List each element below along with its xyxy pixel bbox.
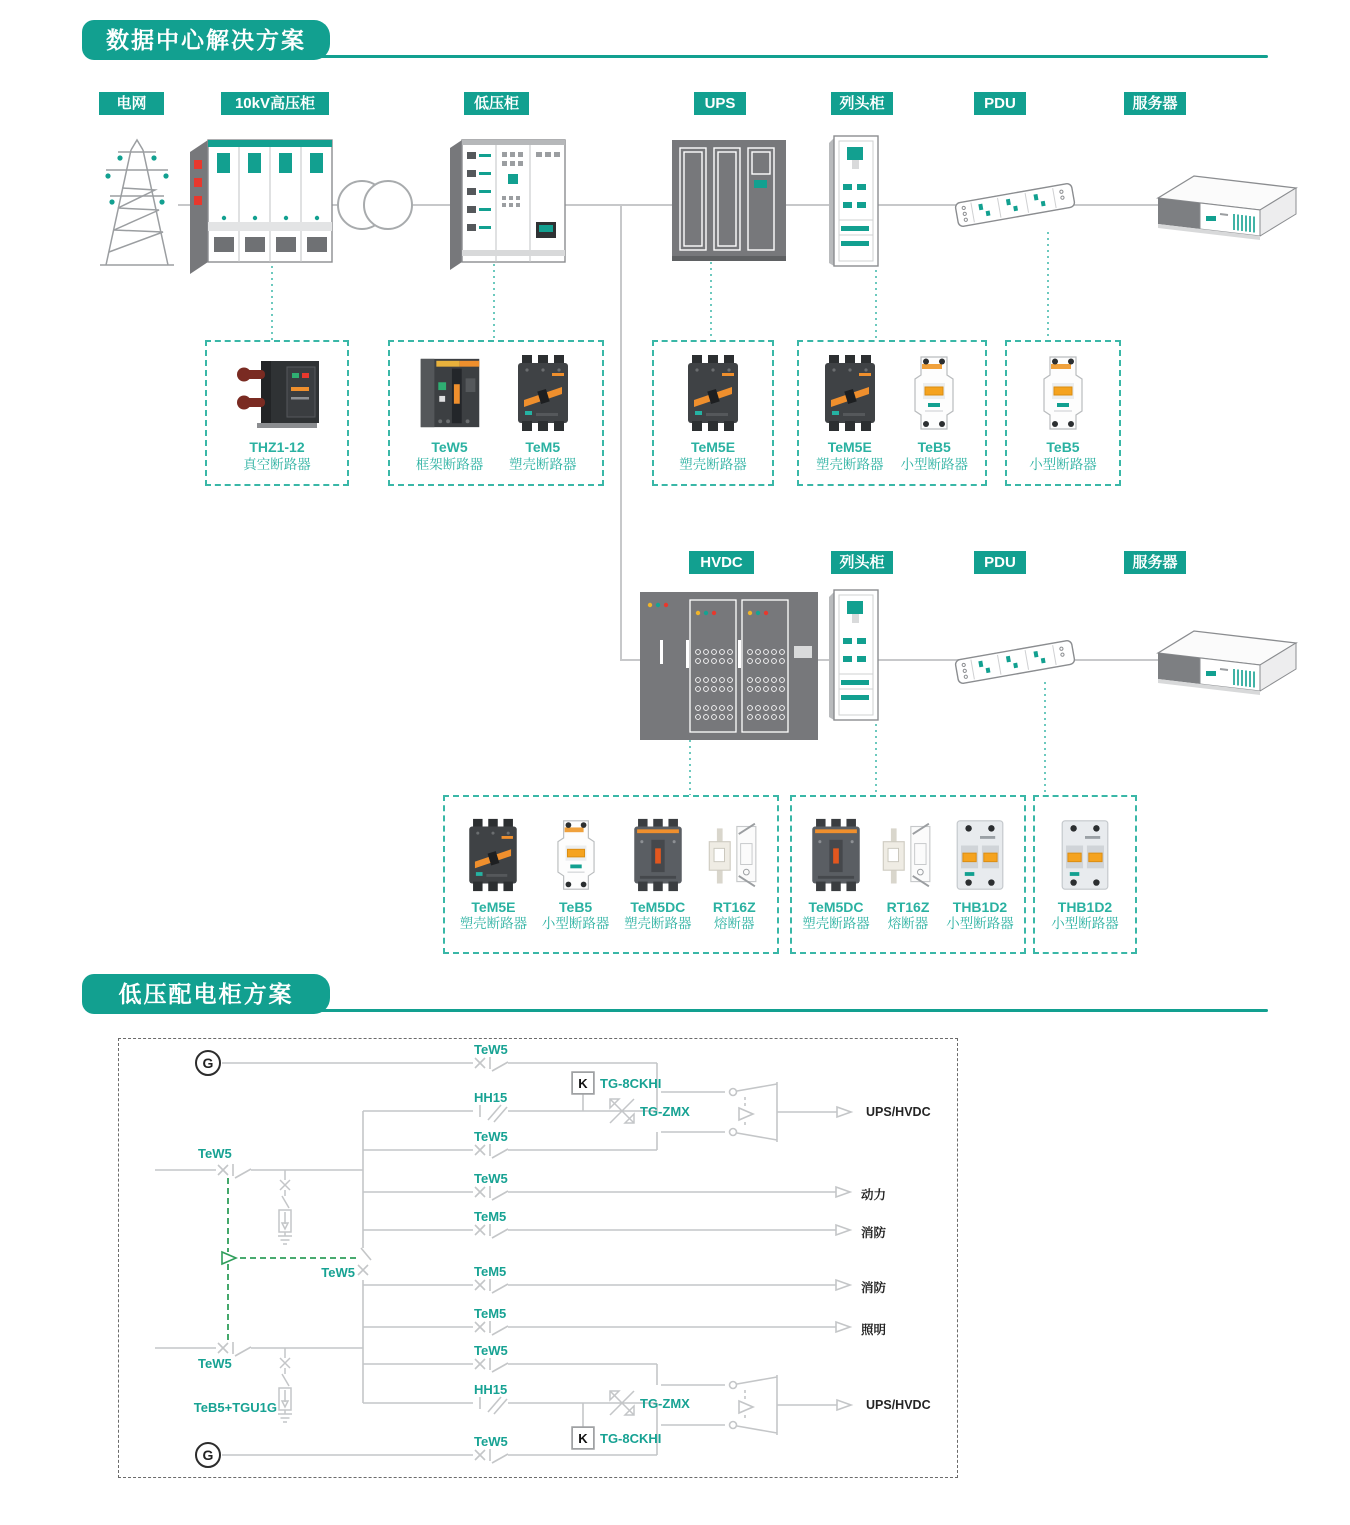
row-head-cabinet-2-illustration [829, 590, 878, 720]
arrow-power [836, 1187, 850, 1197]
transformer-symbol [338, 181, 412, 229]
mcb-image [913, 353, 955, 433]
product-model: TeB5 [559, 898, 593, 915]
product-tem5e [816, 353, 884, 472]
product-tew5 [416, 353, 484, 472]
product-model: TeW5 [431, 439, 468, 456]
product-type: 框架断路器 [415, 456, 484, 472]
chip-pdu-2: PDU [974, 551, 1026, 574]
product-tem5 [509, 353, 577, 472]
product-thb1d2 [1051, 817, 1119, 932]
product-thz1-12 [231, 353, 323, 472]
product-tem5e [460, 817, 528, 932]
product-type: 塑壳断路器 [624, 916, 692, 931]
product-type: 塑壳断路器 [802, 916, 870, 931]
din-breaker-image [1058, 817, 1112, 893]
row-head-cabinet-illustration [829, 136, 878, 266]
product-type: 小型断路器 [946, 916, 1014, 931]
generator-symbol-bottom: G [195, 1442, 221, 1468]
breaker-symbol-busfeed-bottom [475, 1358, 508, 1372]
output-light: 照明 [861, 1323, 887, 1337]
k-contactor-top: K [572, 1072, 594, 1094]
label-bypass-top: HH15 [474, 1090, 508, 1105]
fuse-switch-symbol-bottom [480, 1397, 507, 1414]
label-branch-power: TeW5 [474, 1171, 508, 1186]
product-type: 塑壳断路器 [816, 456, 884, 472]
section2-title-underline [300, 1009, 1268, 1012]
product-model: TeM5 [525, 439, 561, 456]
chip-row-head-2: 列头柜 [831, 551, 893, 574]
product-tem5dc [802, 817, 870, 932]
mcb-image [556, 817, 596, 893]
label-zmx-top: TG-ZMX [640, 1104, 690, 1119]
product-model: THB1D2 [952, 898, 1008, 915]
product-rt16z [880, 817, 936, 932]
product-teb5 [542, 817, 610, 932]
product-teb5 [901, 353, 969, 472]
section2-title: 低压配电柜方案 [82, 974, 330, 1014]
product-type: 塑壳断路器 [679, 456, 747, 472]
output-ups-top: UPS/HVDC [866, 1105, 931, 1119]
label-spd: TeB5+TGU1G [193, 1400, 277, 1415]
product-model: RT16Z [712, 898, 756, 915]
product-box-lv [388, 340, 604, 486]
surge-arrester-branch-1 [278, 1170, 292, 1244]
label-gen-breaker-top: TeW5 [474, 1042, 508, 1057]
product-teb5 [1029, 353, 1097, 472]
hv-switchgear-illustration [190, 140, 332, 274]
fuse-switch-symbol-top [480, 1105, 507, 1122]
chip-lv-cabinet: 低压柜 [464, 92, 529, 115]
arrow-light [836, 1322, 850, 1332]
breaker-symbol-busfeed-top [475, 1144, 508, 1158]
mccb-image [463, 817, 523, 893]
product-model: TeM5DC [630, 898, 686, 915]
pdu-strip-2-illustration [955, 640, 1075, 684]
product-type: 小型断路器 [541, 916, 610, 931]
product-model: TeB5 [1046, 439, 1080, 456]
chip-pdu: PDU [974, 92, 1026, 115]
product-model: TeM5E [827, 439, 872, 456]
product-box-row-head [797, 340, 987, 486]
product-type: 熔断器 [714, 916, 755, 931]
ups-cabinet-illustration [672, 140, 786, 261]
breaker-symbol-light [475, 1321, 508, 1335]
product-thb1d2 [946, 817, 1014, 932]
breaker-symbol-incomer1 [218, 1164, 251, 1178]
chip-row-head: 列头柜 [831, 92, 893, 115]
label-branch-light: TeM5 [474, 1306, 507, 1321]
mccb-image [819, 353, 881, 433]
power-grid-tower-illustration [100, 140, 174, 265]
label-branch-fire1: TeM5 [474, 1209, 507, 1224]
interlock-triangle [222, 1252, 236, 1264]
label-incomer1: TeW5 [198, 1146, 232, 1161]
k-contactor-bottom: K [572, 1427, 594, 1449]
chip-10kv-cabinet: 10kV高压柜 [221, 92, 329, 115]
product-box-hv [205, 340, 349, 486]
mccb-image [512, 353, 574, 433]
transfer-switch-bottom [730, 1375, 852, 1435]
section1-title-underline [300, 55, 1268, 58]
breaker-symbol-fire1 [475, 1224, 508, 1238]
label-contactor-bottom: TG-8CKHI [600, 1431, 662, 1446]
hvdc-cabinet-illustration [640, 592, 818, 740]
pdu-strip-illustration [955, 183, 1075, 227]
din-breaker-image [953, 817, 1007, 893]
generator-symbol-top: G [195, 1050, 221, 1076]
output-fire2: 消防 [861, 1281, 887, 1295]
label-contactor-top: TG-8CKHI [600, 1076, 662, 1091]
product-type: 小型断路器 [900, 456, 968, 472]
label-bus-feed-top: TeW5 [474, 1129, 508, 1144]
label-gen-breaker-bottom: TeW5 [474, 1434, 508, 1449]
server-illustration [1158, 176, 1296, 240]
server-2-illustration [1158, 631, 1296, 695]
product-model: TeM5E [690, 439, 736, 456]
product-model: THZ1-12 [249, 439, 305, 456]
label-bus-feed-bottom: TeW5 [474, 1343, 508, 1358]
breaker-symbol-incomer2 [218, 1342, 251, 1356]
output-fire1: 消防 [861, 1226, 887, 1240]
frame-breaker-image [416, 353, 484, 433]
product-box-row-head-2 [790, 795, 1026, 954]
fuse-image [880, 817, 936, 893]
chip-server: 服务器 [1124, 92, 1186, 115]
product-box-ups [652, 340, 774, 486]
mcb-image [1042, 353, 1084, 433]
product-model: RT16Z [886, 898, 930, 915]
chip-hvdc: HVDC [689, 551, 754, 574]
product-model: TeB5 [917, 439, 951, 456]
dc-mccb-image [628, 817, 688, 893]
product-type: 塑壳断路器 [459, 916, 528, 931]
fuse-image [706, 817, 762, 893]
dc-mccb-image [806, 817, 866, 893]
mccb-image [682, 353, 744, 433]
breaker-symbol-fire2 [475, 1279, 508, 1293]
chip-grid: 电网 [99, 92, 164, 115]
product-model: TeM5DC [808, 898, 864, 915]
product-box-hvdc [443, 795, 779, 954]
chip-server-2: 服务器 [1124, 551, 1186, 574]
product-type: 塑壳断路器 [509, 456, 577, 472]
chip-ups: UPS [694, 92, 746, 115]
product-box-pdu-2 [1033, 795, 1137, 954]
breaker-symbol-gen-bottom [475, 1449, 508, 1463]
surge-arrester-branch-2 [278, 1348, 292, 1422]
breaker-symbol-power [475, 1186, 508, 1200]
label-bypass-bottom: HH15 [474, 1382, 508, 1397]
vacuum-breaker-image [231, 353, 323, 433]
interlock-dashed-line [228, 1178, 359, 1342]
product-box-pdu [1005, 340, 1121, 486]
output-ups-bottom: UPS/HVDC [866, 1398, 931, 1412]
product-type: 真空断路器 [243, 456, 311, 472]
product-type: 小型断路器 [1029, 456, 1097, 472]
product-tem5e [679, 353, 747, 472]
product-tem5dc [624, 817, 692, 932]
breaker-symbol-gen-top [475, 1057, 508, 1071]
k-contactor-boxes [572, 1072, 594, 1449]
label-zmx-bottom: TG-ZMX [640, 1396, 690, 1411]
product-model: THB1D2 [1057, 898, 1113, 915]
arrow-fire1 [836, 1225, 850, 1235]
transfer-switch-top [730, 1082, 852, 1142]
label-incomer2: TeW5 [198, 1356, 232, 1371]
arrow-fire2 [836, 1280, 850, 1290]
lv-switchgear-illustration [450, 140, 565, 270]
product-rt16z [706, 817, 762, 932]
product-model: TeM5E [471, 898, 516, 915]
label-tie-breaker: TeW5 [321, 1265, 355, 1280]
product-type: 小型断路器 [1051, 916, 1119, 931]
product-type: 熔断器 [887, 916, 929, 931]
section1-title: 数据中心解决方案 [82, 20, 330, 60]
output-power: 动力 [861, 1188, 887, 1202]
label-branch-fire2: TeM5 [474, 1264, 507, 1279]
